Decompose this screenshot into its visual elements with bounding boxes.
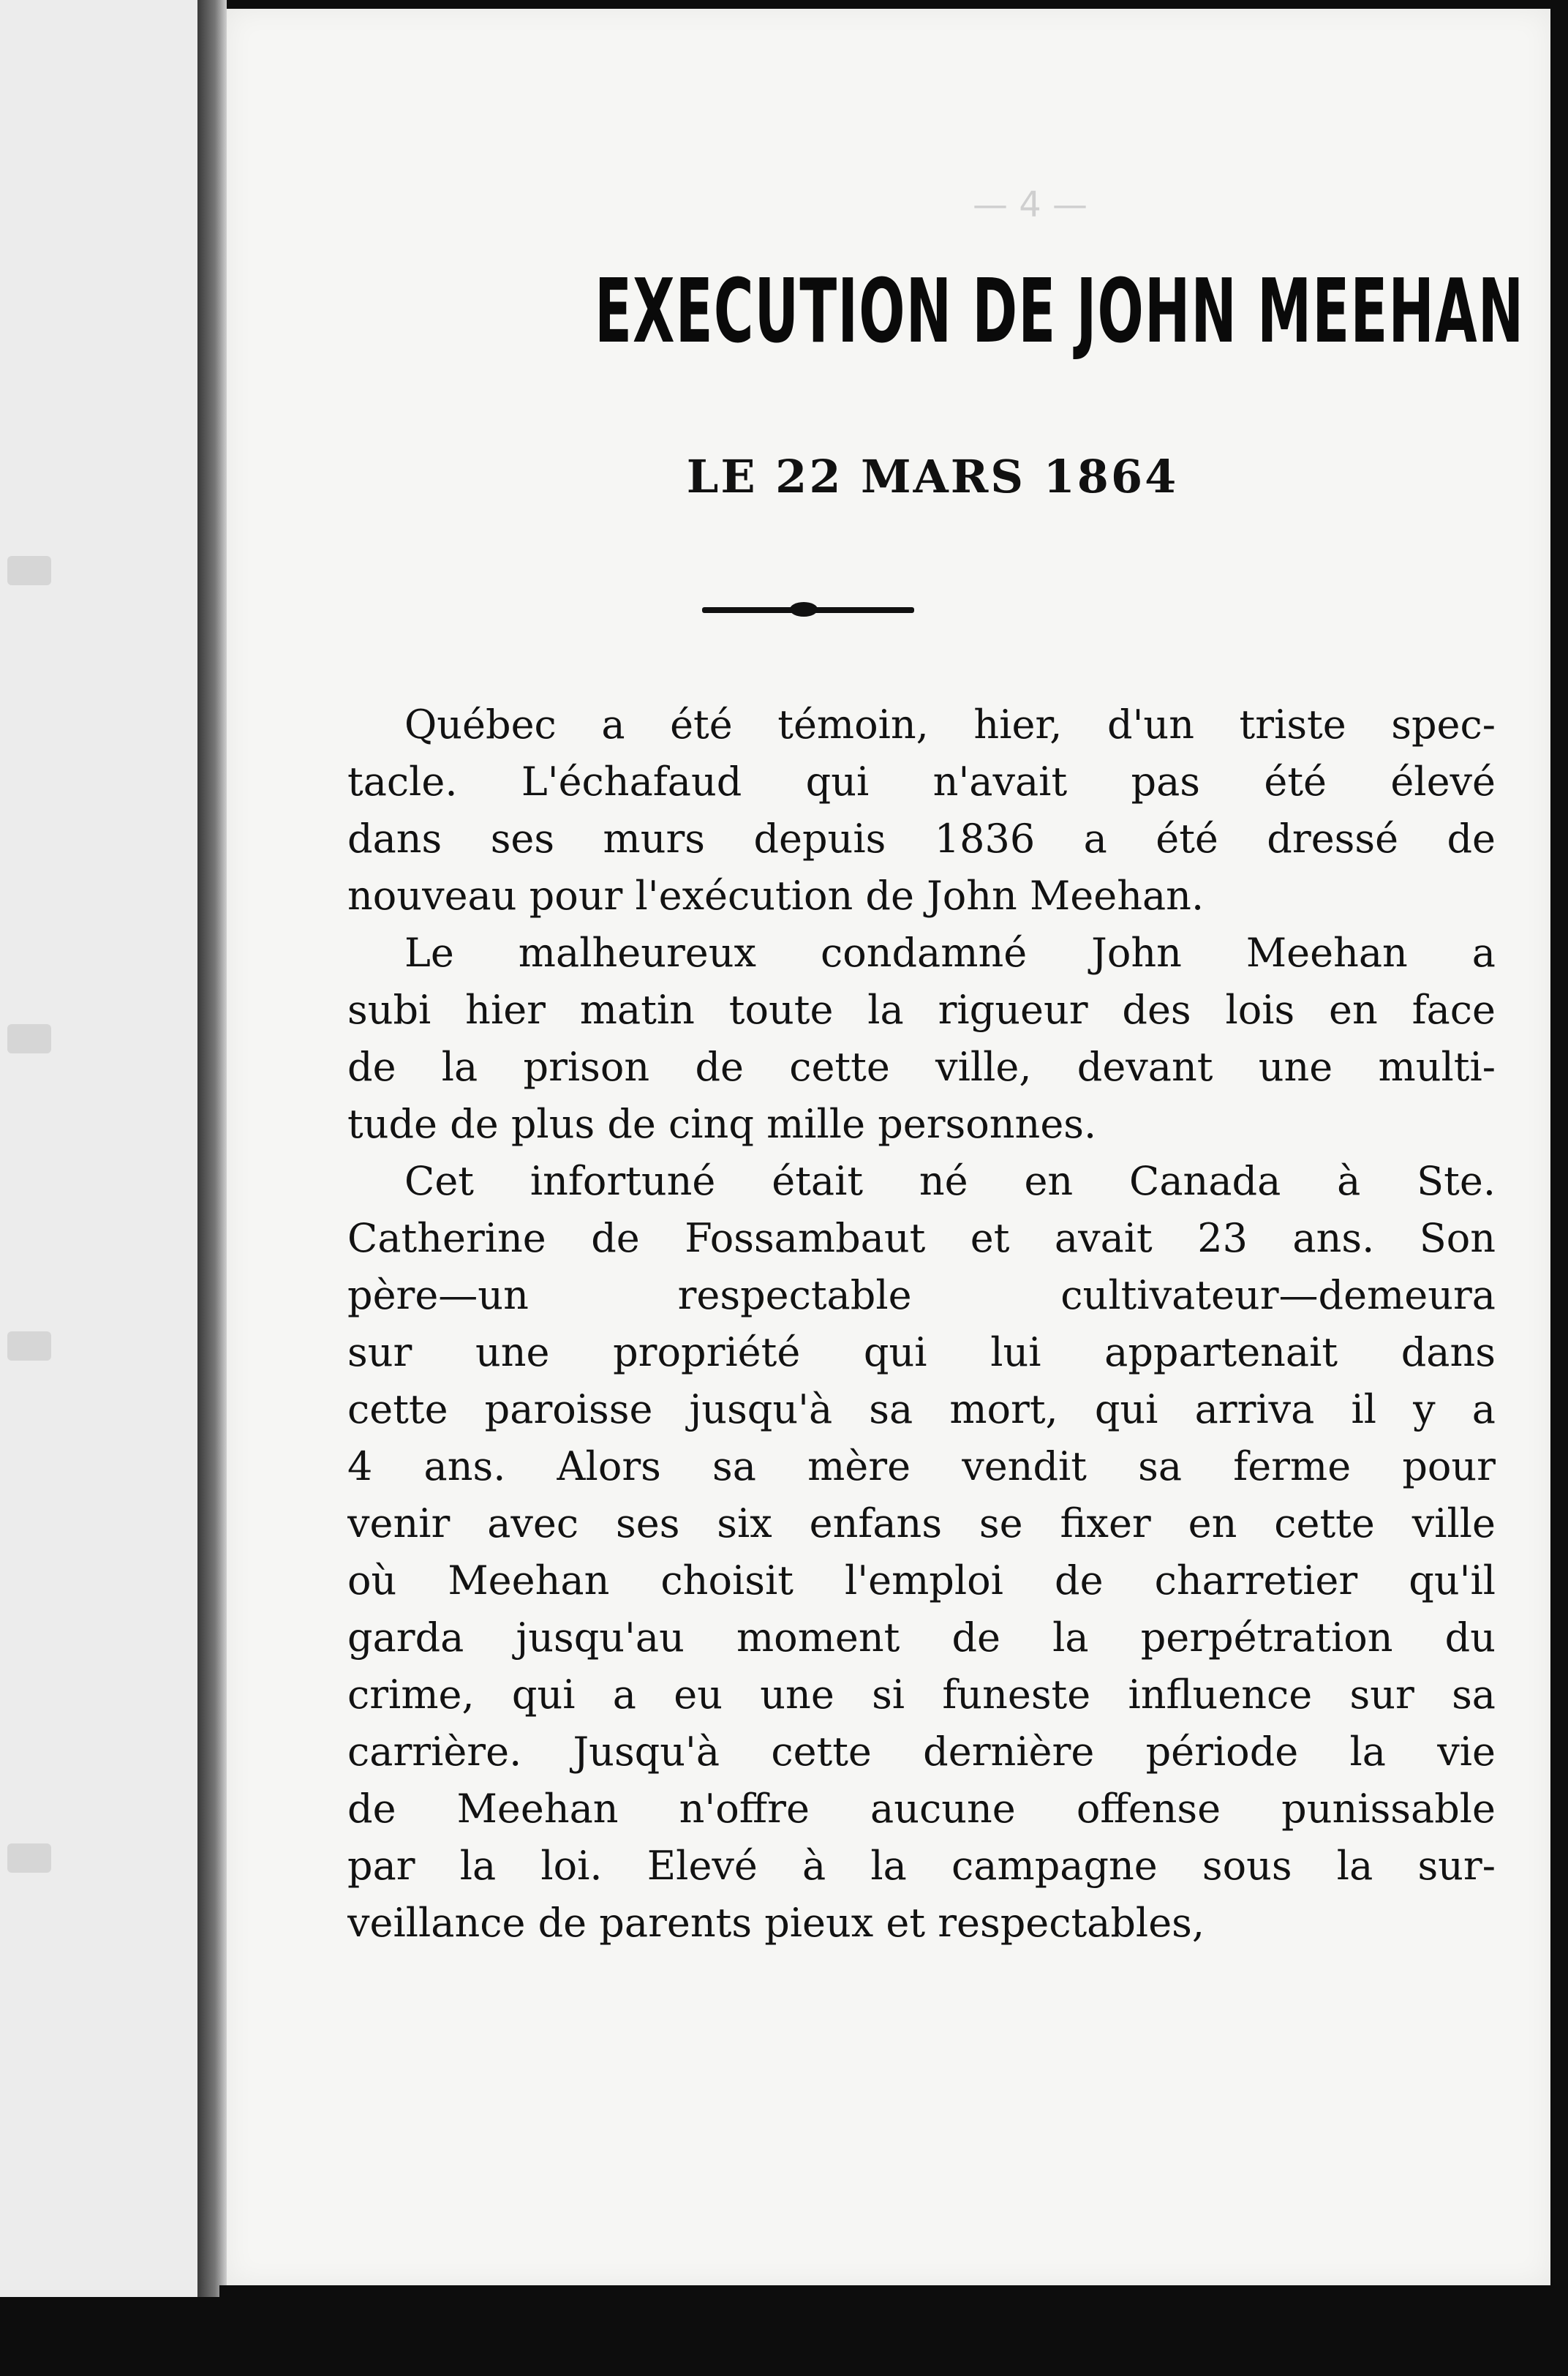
text-line: de Meehan n'offre aucune offense punissable [347,1786,1496,1832]
bleed-through-mark [7,1024,51,1053]
text-line: carrière. Jusqu'à cette dernière période la vie [347,1729,1496,1775]
article-body [347,696,1496,1952]
text-line: cette paroisse jusqu'à sa mort, qui arriva il y a [347,1386,1496,1432]
page-number: — 4 — [973,184,1088,225]
text-line: dans ses murs depuis 1836 a été dressé de [347,816,1496,862]
text-line: où Meehan choisit l'emploi de charretier qu'il [347,1557,1496,1604]
text-line: Catherine de Fossambaut et avait 23 ans. Son [347,1215,1496,1261]
facing-page-edge [0,0,202,2297]
text-line: par la loi. Elevé à la campagne sous la sur- [347,1843,1496,1889]
text-line: nouveau pour l'exécution de John Meehan. [347,873,1205,919]
book-binding [197,0,227,2297]
text-line: 4 ans. Alors sa mère vendit sa ferme pour [347,1443,1496,1489]
text-line: crime, qui a eu une si funeste influence sur sa [347,1672,1496,1718]
paragraph [347,925,1496,1153]
text-line: Québec a été témoin, hier, d'un triste spec- [404,702,1496,748]
text-line: venir avec ses six enfans se fixer en cette ville [347,1500,1496,1546]
text-line: veillance de parents pieux et respectables, [347,1900,1205,1946]
text-line: tacle. L'échafaud qui n'avait pas été élevé [347,759,1496,805]
text-line: Cet infortuné était né en Canada à Ste. [404,1158,1496,1204]
text-line: de la prison de cette ville, devant une multi- [347,1044,1496,1090]
text-line: Le malheureux condamné John Meehan a [404,930,1496,976]
date-heading: LE 22 MARS 1864 [686,450,1179,503]
bleed-through-mark [7,556,51,585]
text-line: tude de plus de cinq mille personnes. [347,1101,1097,1147]
bleed-through-mark [7,1843,51,1873]
text-line: garda jusqu'au moment de la perpétration du [347,1614,1496,1661]
paragraph [347,696,1496,925]
page [227,9,1550,2285]
text-line: subi hier matin toute la rigueur des lois en face [347,987,1496,1033]
bleed-through-mark [7,1331,51,1361]
ornamental-divider [702,607,914,613]
paragraph [347,1153,1496,1952]
scan-bottom-margin [219,2285,1568,2376]
text-line: père—un respectable cultivateur—demeura [347,1272,1496,1318]
text-line: sur une propriété qui lui appartenait dans [347,1329,1496,1375]
page-title: EXECUTION DE JOHN MEEHAN [595,261,1525,363]
